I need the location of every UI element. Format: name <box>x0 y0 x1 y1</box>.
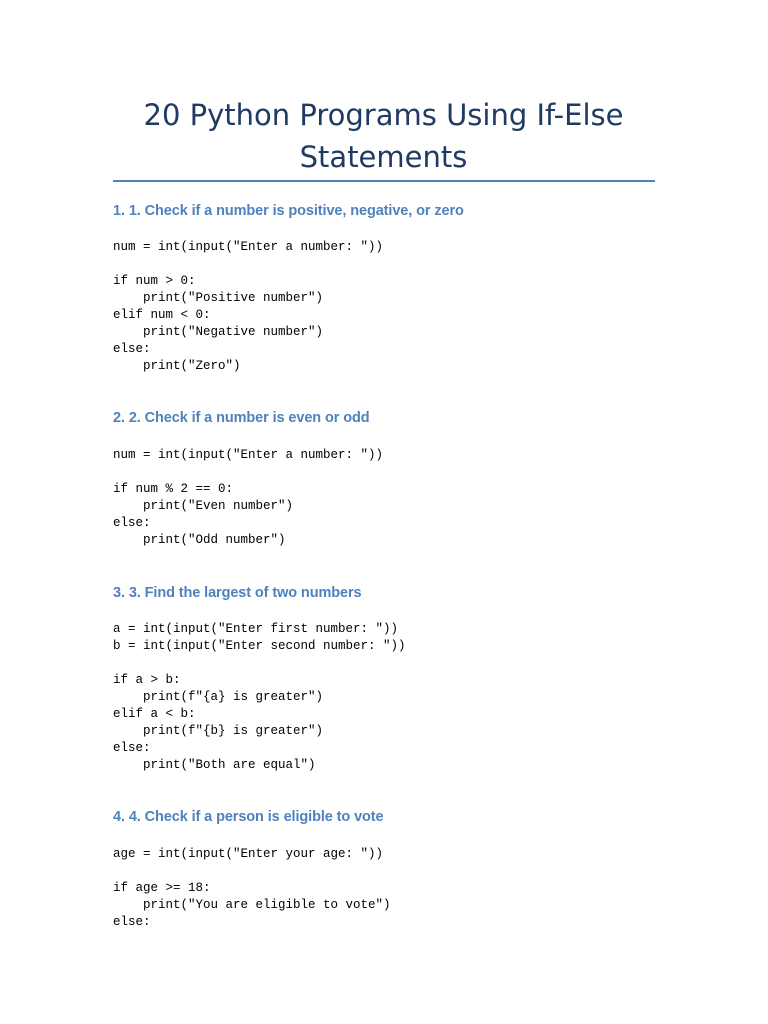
title-underline <box>113 180 655 182</box>
code-block-1: num = int(input("Enter a number: ")) if num > 0: print("Positive number") elif num < 0: print("Negative number") else: print("Zero") <box>113 240 384 373</box>
section-heading-3: 3. 3. Find the largest of two numbers <box>113 585 362 601</box>
section-heading-2: 2. 2. Check if a number is even or odd <box>113 410 370 426</box>
code-block-2: num = int(input("Enter a number: ")) if num % 2 == 0: print("Even number") else: print("Odd number") <box>113 448 384 547</box>
document-title: 20 Python Programs Using If-Else Statements <box>143 98 624 174</box>
code-block-4: age = int(input("Enter your age: ")) if age >= 18: print("You are eligible to vote") else: <box>113 847 391 929</box>
section-heading-4: 4. 4. Check if a person is eligible to vote <box>113 809 384 825</box>
section-heading-1: 1. 1. Check if a number is positive, negative, or zero <box>113 203 464 219</box>
code-block-3: a = int(input("Enter first number: ")) b = int(input("Enter second number: ")) if a > b: print(f"{a} is greater") elif a < b: print(f"{b} is greater") else: print("Both are equal") <box>113 622 406 772</box>
